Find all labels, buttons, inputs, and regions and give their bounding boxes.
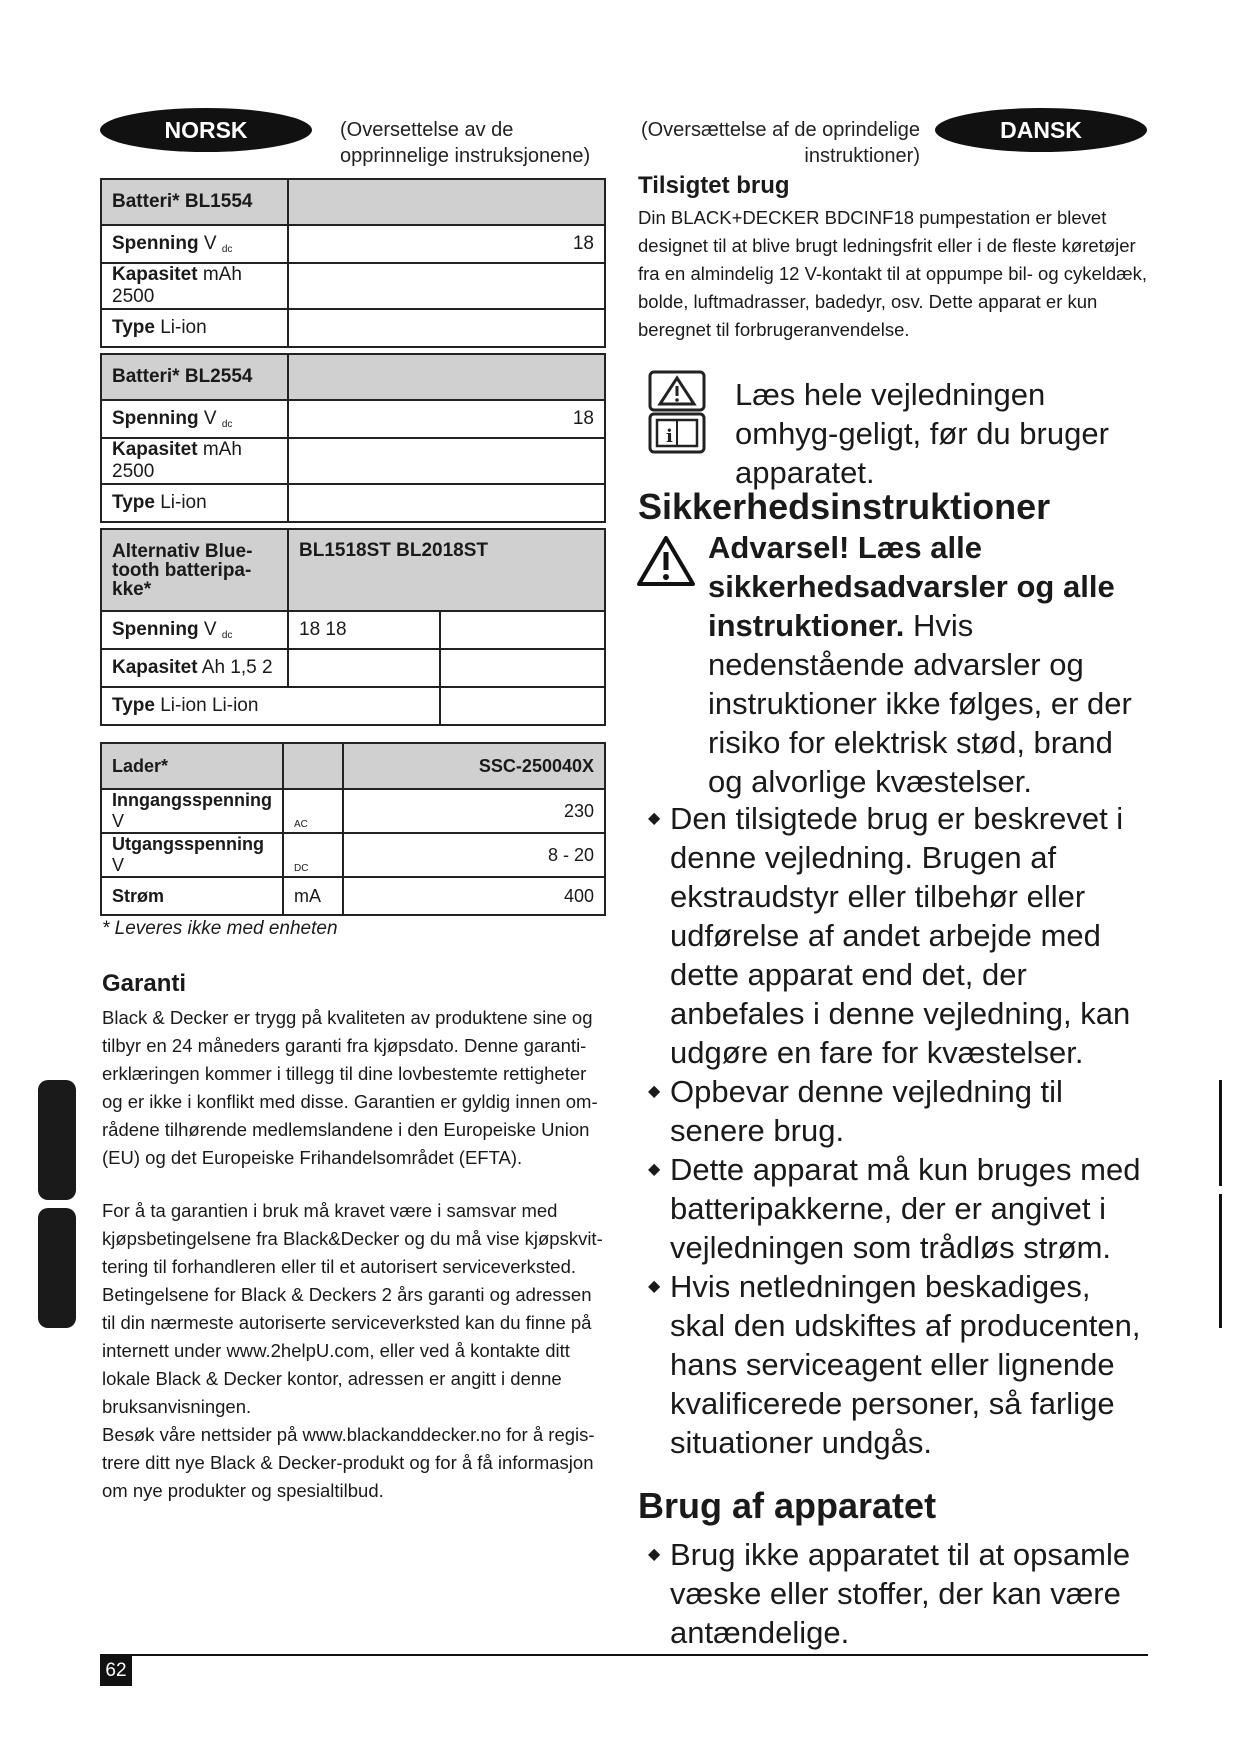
intended-use-text: Din BLACK+DECKER BDCINF18 pumpestation er blevet designet til at blive brugt ledningsfrit eller i de fleste køretøjer fra en almindelig 12 V-kontakt til at oppumpe bil- og cykeldæk, bolde, luftmadrasser, badedyr, osv. Dette apparat er kun beregnet til forbrugeranvendelse. bbox=[638, 207, 1148, 340]
footnote: * Leveres ikke med enheten bbox=[102, 918, 338, 939]
warning-bold: Advarsel! Læs alle sikkerhedsadvarsler og alle instruktioner. bbox=[708, 530, 1115, 643]
footer-rule bbox=[100, 1654, 1148, 1656]
table-title: Batteri* BL2554 bbox=[101, 354, 288, 400]
table-title: Lader* bbox=[101, 743, 283, 789]
list-item: ◆ Brug ikke apparatet til at opsamle væske eller stoffer, der kan være antændelige. bbox=[648, 1537, 1131, 1650]
battery-table-1: Batteri* BL1554 Spenning V dc 18 Kapasitet mAh 2500 Type Li-ion bbox=[100, 178, 606, 348]
read-manual-text: Læs hele vejledningen omhyg-geligt, før du bruger apparatet. bbox=[735, 377, 1109, 490]
bullet-icon: ◆ bbox=[648, 1161, 661, 1178]
warning-icon bbox=[636, 534, 696, 588]
list-item: ◆ Opbevar denne vejledning til senere brug. bbox=[648, 1074, 1063, 1148]
list-item: ◆ Dette apparat må kun bruges med batteripakkerne, der er angivet i vejledningen som trådløs strøm. bbox=[648, 1152, 1141, 1265]
page-number: 62 bbox=[100, 1656, 132, 1686]
guarantee-text-3: Besøk våre nettsider på www.blackanddecker.no for å regis-trere ditt nye Black & Decker-produkt og for å få informasjon om nye produkter og spesialtilbud. bbox=[102, 1424, 595, 1501]
guarantee-text-1: Black & Decker er trygg på kvaliteten av produktene sine og tilbyr en 24 måneders garanti fra kjøpsdato. Denne garanti-erklæringen kommer i tillegg til dine lovbestemte rettigheter og er ikke i konflikt med disse. Garantien er gyldig innen om-rådene tilhørende medlemslandene i den Europeiske Union (EU) og det Europeiske Frihandelsområdet (EFTA). bbox=[102, 1007, 598, 1168]
list-item: ◆ Hvis netledningen beskadiges, skal den udskiftes af producenten, hans serviceagent eller lignende kvalificerede personer, så farlige situationer undgås. bbox=[648, 1269, 1141, 1460]
intended-use-title: Tilsigtet brug bbox=[638, 172, 790, 199]
spec-value: 18 bbox=[288, 225, 605, 263]
guarantee-title: Garanti bbox=[102, 970, 187, 997]
list-item: ◆ Den tilsigtede brug er beskrevet i denne vejledning. Brugen af ekstraudstyr eller tilbehør eller udførelse af andet arbejde med dette apparat end det, der anbefales i denne vejledning, kan udgøre en fare for kvæstelser. bbox=[648, 801, 1131, 1070]
bullet-icon: ◆ bbox=[648, 1278, 661, 1295]
bullet-icon: ◆ bbox=[648, 1546, 661, 1563]
svg-text:i: i bbox=[666, 426, 673, 447]
spec-value: 18 18 bbox=[288, 611, 440, 649]
usage-title: Brug af apparatet bbox=[638, 1485, 937, 1526]
safety-title: Sikkerhedsinstruktioner bbox=[638, 486, 1051, 527]
read-manual-icon bbox=[648, 370, 706, 454]
battery-table-2: Batteri* BL2554 Spenning V dc 18 Kapasitet mAh 2500 Type Li-ion bbox=[100, 353, 606, 523]
guarantee-text-2: For å ta garantien i bruk må kravet være i samsvar med kjøpsbetingelsene fra Black&Decker og du må vise kjøpskvit-tering til forhandleren eller til et autorisert serviceverksted. Betingelsene for Black & Deckers 2 års garanti og adressen til din nærmeste autoriserte serviceverksted kan du finne på internett under www.2helpU.com, eller ved å kontakte ditt lokale Black & Decker kontor, adressen er angitt i denne bruksanvisningen. bbox=[102, 1200, 603, 1417]
bullet-icon: ◆ bbox=[648, 810, 661, 827]
language-badge-norsk: NORSK bbox=[100, 108, 312, 152]
translation-note: (Oversættelse af de oprindelige instruktioner) bbox=[640, 119, 920, 167]
model-names: BL1518ST BL2018ST bbox=[288, 529, 605, 611]
spec-value: 18 bbox=[288, 400, 605, 438]
warning-block bbox=[708, 528, 1148, 801]
side-tab bbox=[38, 1080, 76, 1200]
battery-table-3: Alternativ Blue- tooth batteripa- kke* BL1518ST BL2018ST Spenning V dc 18 18 Kapasitet Ah 1,5 2 Type Li-ion Li-ion bbox=[100, 528, 606, 726]
side-bar bbox=[1219, 1194, 1222, 1328]
translation-note: (Oversettelse av de opprinnelige instruksjonene) bbox=[340, 119, 591, 167]
side-bar bbox=[1219, 1080, 1222, 1186]
table-title: Alternativ Blue- tooth batteripa- kke* bbox=[101, 529, 288, 611]
warning-text: Hvis nedenstående advarsler og instruktioner ikke følges, er der risiko for elektrisk stød, brand og alvorlige kvæstelser. bbox=[708, 608, 1132, 799]
language-badge-dansk: DANSK bbox=[935, 108, 1147, 152]
side-tab bbox=[38, 1208, 76, 1328]
charger-model: SSC-250040X bbox=[343, 743, 605, 789]
bullet-icon: ◆ bbox=[648, 1083, 661, 1100]
charger-table: Lader* SSC-250040X Inngangsspenning V AC 230 Utgangsspenning V DC 8 - 20 Strøm mA 400 bbox=[100, 742, 606, 916]
table-title: Batteri* BL1554 bbox=[101, 179, 288, 225]
